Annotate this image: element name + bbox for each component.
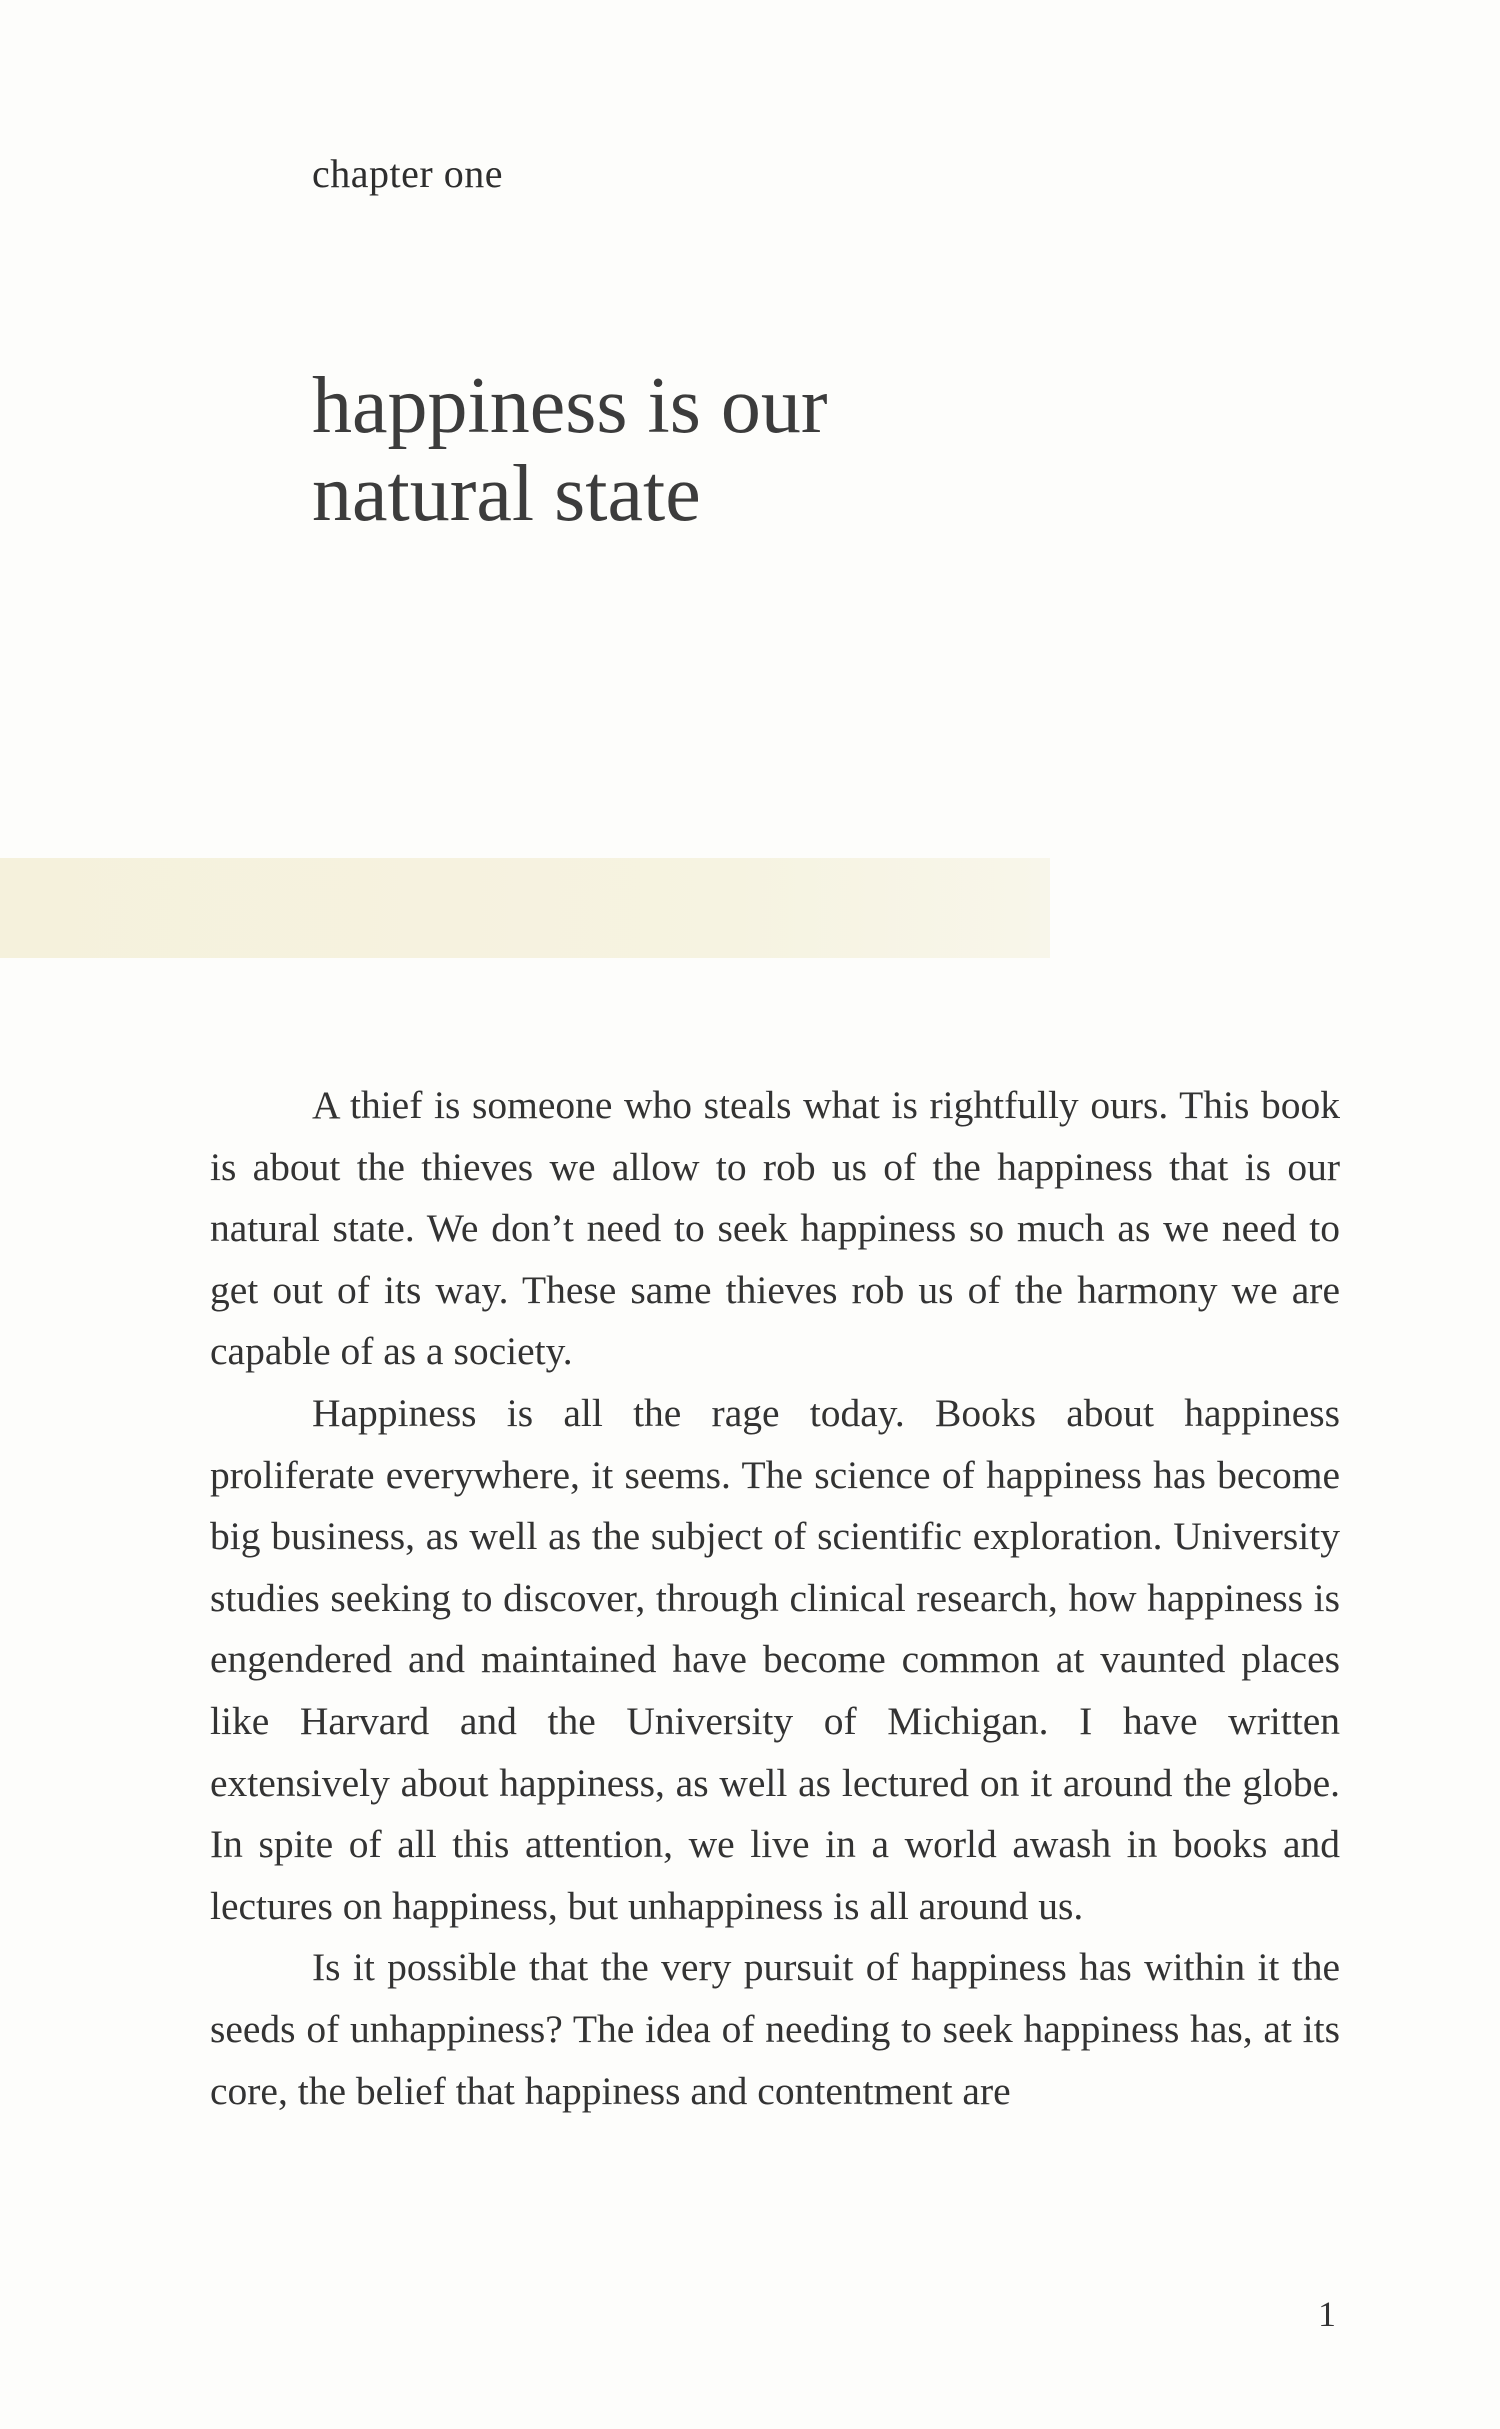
chapter-title (312, 362, 1212, 538)
chapter-title-line-1: happiness is our (312, 362, 828, 450)
chapter-label: chapter one (312, 151, 503, 196)
paragraph-1: A thief is someone who steals what is rightfully ours. This book is about the thieves we allow to rob us of the happiness that is our natural state. We don’t need to seek happiness so much as we need to get out of its way. These same thieves rob us of the harmony we are capable of as a society. (210, 1083, 1340, 1374)
paragraph-3: Is it possible that the very pursuit of happiness has within it the seeds of unhappiness? The idea of needing to seek happiness has, at its core, the belief that happiness and contentment are (210, 1945, 1340, 2113)
faded-highlight-band (0, 858, 1050, 958)
chapter-title-line-2: natural state (312, 450, 701, 538)
body-text (210, 1075, 1340, 2122)
page-number: 1 (1318, 2294, 1336, 2334)
paragraph-2: Happiness is all the rage today. Books about happiness proliferate everywhere, it seems. The science of happiness has become big business, as well as the subject of scientific exploration. University studies seeking to discover, through clinical research, how happiness is engendered and maintained have become common at vaunted places like Harvard and the University of Michigan. I have written extensively about happiness, as well as lectured on it around the globe. In spite of all this attention, we live in a world awash in books and lectures on happiness, but unhappiness is all around us. (210, 1390, 1340, 1928)
